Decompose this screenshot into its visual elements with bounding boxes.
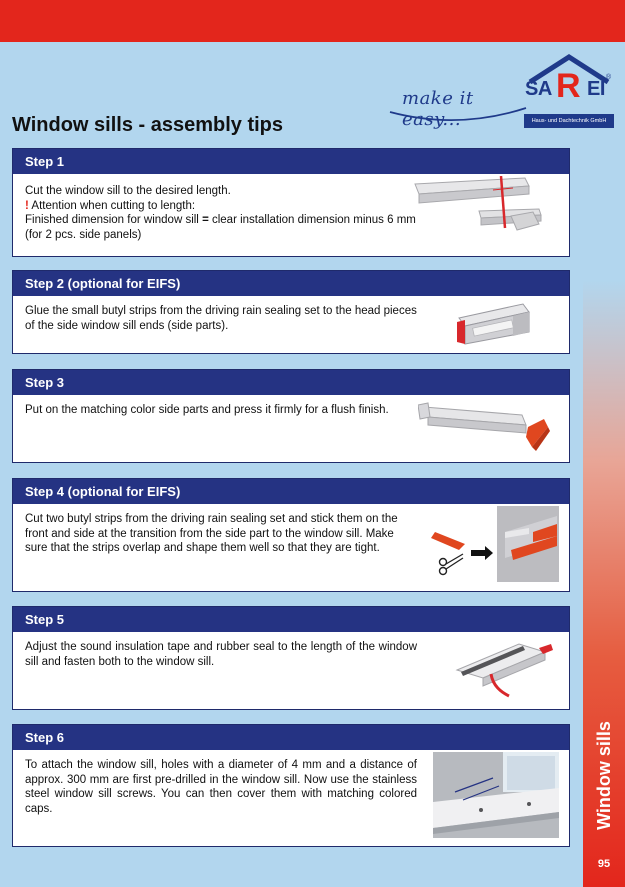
step-1-line-1: Cut the window sill to the desired length. xyxy=(25,185,231,197)
side-part-illustration xyxy=(453,302,535,346)
screw-fixing-photo xyxy=(433,752,559,838)
step-3-text: Put on the matching color side parts and press it firmly for a flush finish. xyxy=(25,404,389,416)
step-6-body xyxy=(13,750,569,824)
step-6-title: Step 6 xyxy=(13,725,569,750)
step-5-text: Adjust the sound insulation tape and rubber seal to the length of the window sill and fasten both to the window sill. xyxy=(25,641,417,668)
step-4-box xyxy=(12,478,570,592)
insulation-tape-illustration xyxy=(453,634,553,698)
sarei-logo xyxy=(524,54,614,130)
side-tab-label xyxy=(583,700,625,850)
step-2-body xyxy=(13,296,569,341)
step-6-box xyxy=(12,724,570,847)
step-5-box xyxy=(12,606,570,710)
step-1-line-4: (for 2 pcs. side panels) xyxy=(25,228,142,241)
brand-tagline: make it easy... xyxy=(402,88,474,130)
step-5-body xyxy=(13,632,569,677)
scissors-icon xyxy=(440,554,464,575)
step-1-title: Step 1 xyxy=(13,149,569,174)
step-3-box xyxy=(12,369,570,463)
step-1-line-3a: Finished dimension for window sill xyxy=(25,214,203,226)
arrow-right-icon xyxy=(471,546,493,560)
top-red-bar xyxy=(0,0,625,42)
screw-icon xyxy=(479,808,483,812)
side-tab-text: Window sills xyxy=(593,720,614,830)
logo-text-ei: EI xyxy=(587,78,605,100)
step-1-body xyxy=(13,174,569,250)
logo-text-sa: SA xyxy=(525,78,552,100)
step-2-box xyxy=(12,270,570,354)
registered-mark: ® xyxy=(606,74,612,81)
step-4-text: Cut two butyl strips from the driving rain sealing set and stick them on the front and side at the transition from the side part to the window sill. Make sure that the strips overlap and shape them well so that they are tight. xyxy=(25,513,398,554)
page-number: 95 xyxy=(597,858,611,870)
step-1-attention: Attention when cutting to length: xyxy=(28,199,196,212)
butyl-strip-illustration xyxy=(429,506,559,584)
step-4-title: Step 4 (optional for EIFS) xyxy=(13,479,569,504)
step-1-line-3 xyxy=(25,213,417,228)
step-6-text: To attach the window sill, holes with a diameter of 4 mm and a distance of approx. 300 mm are first pre-drilled in the window sill. Now use the stainless steel window sill screws. You can then cover them with matching colored caps. xyxy=(25,759,417,815)
page-title: Window sills - assembly tips xyxy=(12,114,283,136)
step-3-title: Step 3 xyxy=(13,370,569,395)
screw-icon xyxy=(527,802,531,806)
cutting-sill-illustration xyxy=(401,176,549,234)
step-2-text: Glue the small butyl strips from the driving rain sealing set to the head pieces of the side window sill ends (side parts). xyxy=(25,305,417,332)
step-4-body xyxy=(13,504,569,564)
step-2-title: Step 2 (optional for EIFS) xyxy=(13,271,569,296)
step-1-box xyxy=(12,148,570,257)
step-1-line-2 xyxy=(25,199,417,214)
step-1-equals: = xyxy=(202,214,209,226)
sill-with-side-part-illustration xyxy=(418,397,558,453)
logo-text-r: R xyxy=(556,67,581,105)
step-3-body xyxy=(13,395,569,426)
step-5-title: Step 5 xyxy=(13,607,569,632)
swoosh-icon xyxy=(388,104,528,126)
warning-mark: ! xyxy=(25,199,29,212)
step-1-line-3b: clear installation dimension minus 6 mm xyxy=(208,214,416,226)
logo-subtitle: Haus- und Dachtechnik GmbH xyxy=(524,114,614,128)
